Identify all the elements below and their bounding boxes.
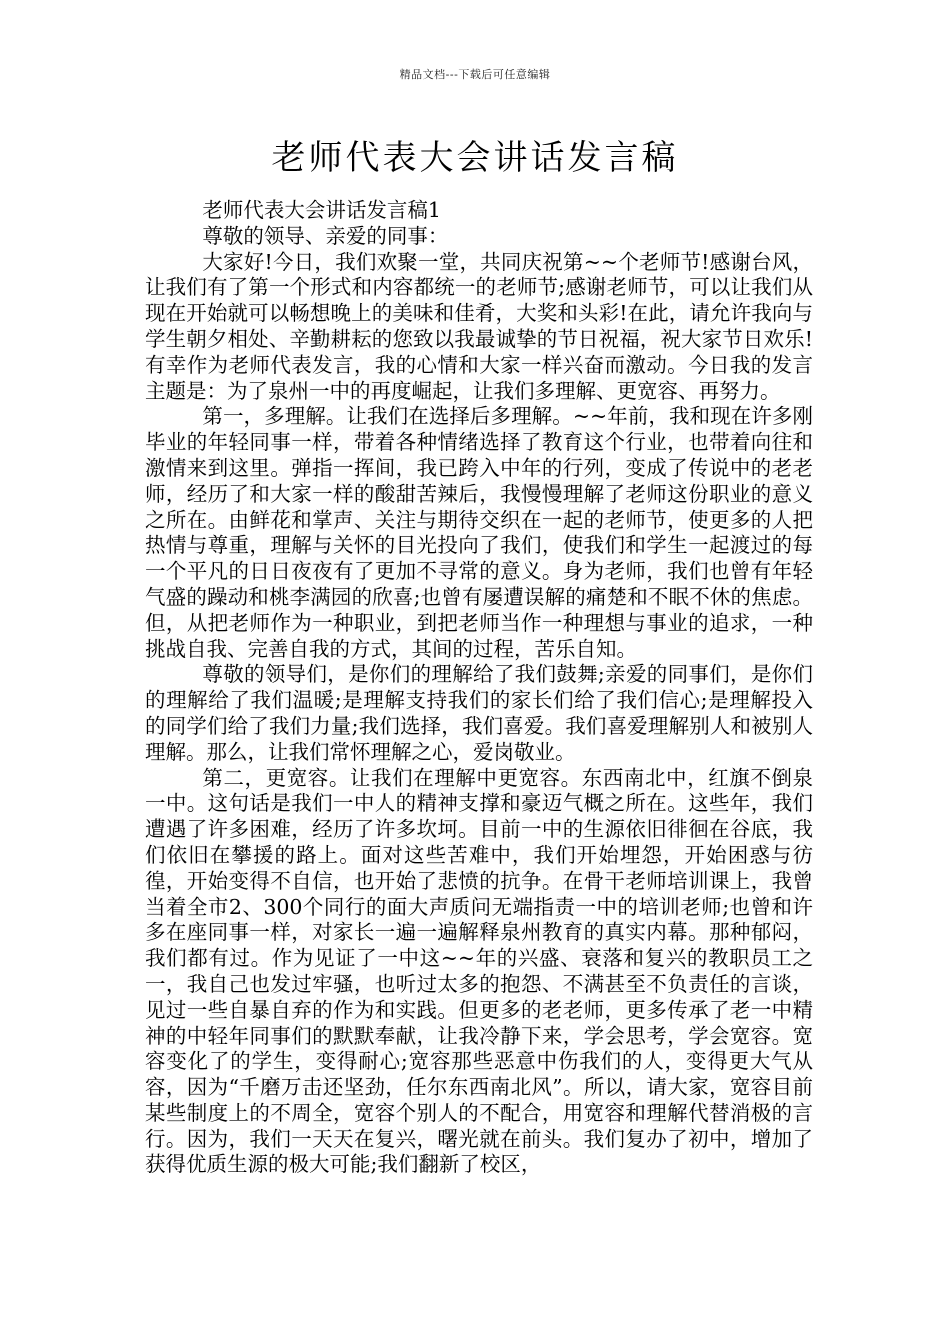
header-note: 精品文档---下载后可任意编辑 bbox=[399, 68, 551, 81]
document-title: 老师代表大会讲话发言稿 bbox=[271, 138, 679, 178]
paragraph-understanding: 第一，多理解。让我们在选择后多理解。~~年前，我和现在许多刚毕业的年轻同事一样，带着各种情绪选择了教育这个行业，也带着向往和激情来到这里。弹指一挥间，我已跨入中年的行列，变成了传说中的老老师，经历了和大家一样的酸甜苦辣后，我慢慢理解了老师这份职业的意义之所在。由鲜花和掌声、关注与期待交织在一起的老师节，使更多的人把热情与尊重，理解与关怀的目光投向了我们，使我们和学生一起渡过的每一个平凡的日日夜夜有了更加不寻常的意义。身为老师，我们也曾有年轻气盛的躁动和桃李满园的欣喜;也曾有屡遭误解的痛楚和不眠不休的焦虑。但，从把老师作为一种职业，到把老师当作一种理想与事业的追求，一种挑战自我、完善自我的方式，其间的过程，苦乐自知。 bbox=[145, 404, 813, 661]
paragraph-opening: 大家好!今日，我们欢聚一堂，共同庆祝第~~个老师节!感谢台风，让我们有了第一个形式和内容都统一的老师节;感谢老师节，可以让我们从现在开始就可以畅想晚上的美味和佳肴，大奖和头彩!在此，请允许我向与学生朝夕相处、辛勤耕耘的您致以我最诚挚的节日祝福，祝大家节日欢乐!有幸作为老师代表发言，我的心情和大家一样兴奋而激动。今日我的发言主题是：为了泉州一中的再度崛起，让我们多理解、更宽容、再努力。 bbox=[145, 249, 813, 403]
paragraph-tolerance: 第二，更宽容。让我们在理解中更宽容。东西南北中，红旗不倒泉一中。这句话是我们一中人的精神支撑和豪迈气概之所在。这些年，我们遭遇了许多困难，经历了许多坎坷。目前一中的生源依旧徘徊在谷底，我们依旧在攀援的路上。面对这些苦难中，我们开始埋怨，开始困惑与彷徨，开始变得不自信，也开始了悲愤的抗争。在骨干老师培训课上，我曾当着全市2、300个同行的面大声质问无端指责一中的培训老师;也曾和许多在座同事一样，对家长一遍一遍解释泉州教育的真实内幕。那种郁闷，我们都有过。作为见证了一中这~~年的兴盛、衰落和复兴的教职员工之一，我自己也发过牢骚，也听过太多的抱怨、不满甚至不负责任的言谈，见过一些自暴自弃的作为和实践。但更多的老老师，更多传承了老一中精神的中轻年同事们的默默奉献，让我冷静下来，学会思考，学会宽容。宽容变化了的学生，变得耐心;宽容那些恶意中伤我们的人，变得更大气从容，因为“千磨万击还坚劲，任尔东西南北风”。所以，请大家，宽容目前某些制度上的不周全，宽容个别人的不配合，用宽容和理解代替消极的言行。因为，我们一天天在复兴，曙光就在前头。我们复办了初中，增加了获得优质生源的极大可能;我们翻新了校区， bbox=[145, 765, 813, 1177]
paragraph-thanks: 尊敬的领导们，是你们的理解给了我们鼓舞;亲爱的同事们，是你们的理解给了我们温暖;是理解支持我们的家长们给了我们信心;是理解投入的同学们给了我们力量;我们选择，我们喜爱。我们喜爱理解别人和被别人理解。那么，让我们常怀理解之心，爱岗敬业。 bbox=[145, 662, 813, 764]
paragraph-salutation: 尊敬的领导、亲爱的同事： bbox=[202, 223, 449, 248]
document-body bbox=[145, 198, 813, 1178]
paragraph-subtitle: 老师代表大会讲话发言稿1 bbox=[202, 198, 441, 222]
